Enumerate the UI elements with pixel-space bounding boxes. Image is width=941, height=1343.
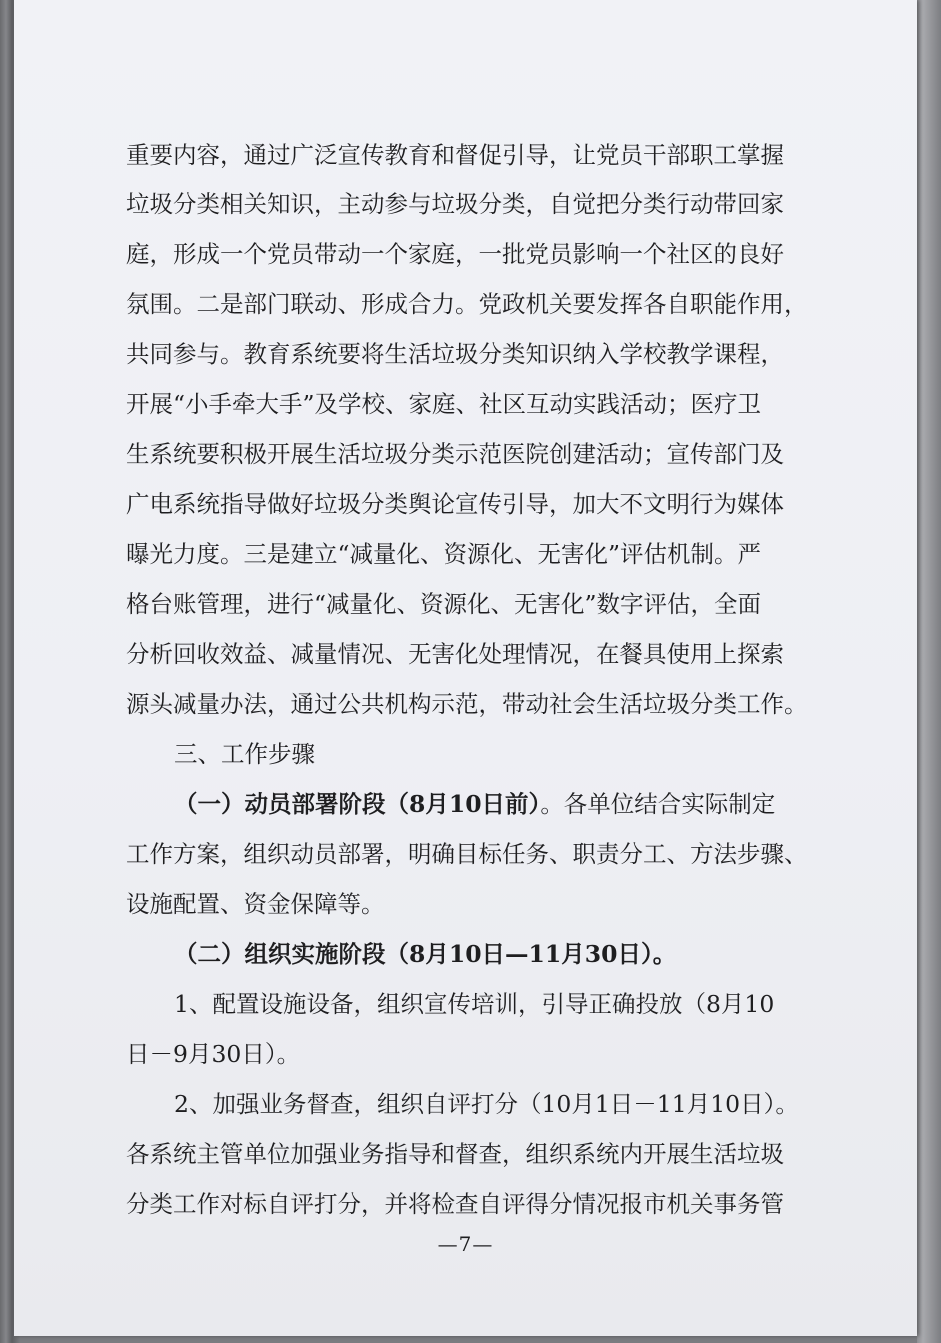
paragraph-line: 氛围。二是部门联动、形成合力。党政机关要发挥各自职能作用， bbox=[126, 290, 808, 318]
stage1-heading: （一）动员部署阶段（8月10日前） bbox=[174, 790, 541, 818]
paragraph-line: 重要内容，通过广泛宣传教育和督促引导，让党员干部职工掌握 bbox=[126, 141, 784, 169]
paragraph-line: 曝光力度。三是建立“减量化、资源化、无害化”评估机制。严 bbox=[126, 540, 762, 568]
item2-line: 分类工作对标自评打分，并将检查自评得分情况报市机关事务管 bbox=[126, 1190, 784, 1218]
paragraph-line: 共同参与。教育系统要将生活垃圾分类知识纳入学校教学课程， bbox=[126, 340, 784, 368]
stage1-text: 。各单位结合实际制定 bbox=[540, 790, 776, 818]
paragraph-line: 开展“小手牵大手”及学校、家庭、社区互动实践活动；医疗卫 bbox=[126, 390, 762, 418]
item1-line: 1、配置设施设备，组织宣传培训，引导正确投放（8月10 bbox=[174, 990, 775, 1018]
document-page bbox=[14, 0, 917, 1336]
paragraph-line: 生系统要积极开展生活垃圾分类示范医院创建活动；宣传部门及 bbox=[126, 440, 784, 468]
item1-line: 日－9月30日）。 bbox=[126, 1040, 301, 1068]
paragraph-line: 垃圾分类相关知识，主动参与垃圾分类，自觉把分类行动带回家 bbox=[126, 190, 784, 218]
stage1-line bbox=[174, 789, 775, 819]
paragraph-line: 源头减量办法，通过公共机构示范，带动社会生活垃圾分类工作。 bbox=[126, 690, 808, 718]
page-stack-edge bbox=[917, 0, 941, 1343]
page-number: —7— bbox=[437, 1232, 494, 1256]
item2-line: 2、加强业务督查，组织自评打分（10月1日－11月10日）。 bbox=[174, 1090, 799, 1118]
section-heading: 三、工作步骤 bbox=[174, 740, 315, 768]
paragraph-line: 格台账管理，进行“减量化、资源化、无害化”数字评估，全面 bbox=[126, 590, 762, 618]
paragraph-line: 分析回收效益、减量情况、无害化处理情况，在餐具使用上探索 bbox=[126, 640, 784, 668]
stage2-heading: （二）组织实施阶段（8月10日—11月30日）。 bbox=[174, 940, 677, 968]
paragraph-line: 设施配置、资金保障等。 bbox=[126, 890, 385, 918]
paragraph-line: 广电系统指导做好垃圾分类舆论宣传引导，加大不文明行为媒体 bbox=[126, 490, 784, 518]
item2-line: 各系统主管单位加强业务指导和督查，组织系统内开展生活垃圾 bbox=[126, 1140, 784, 1168]
paragraph-line: 工作方案，组织动员部署，明确目标任务、职责分工、方法步骤、 bbox=[126, 840, 808, 868]
paragraph-line: 庭，形成一个党员带动一个家庭，一批党员影响一个社区的良好 bbox=[126, 240, 784, 268]
